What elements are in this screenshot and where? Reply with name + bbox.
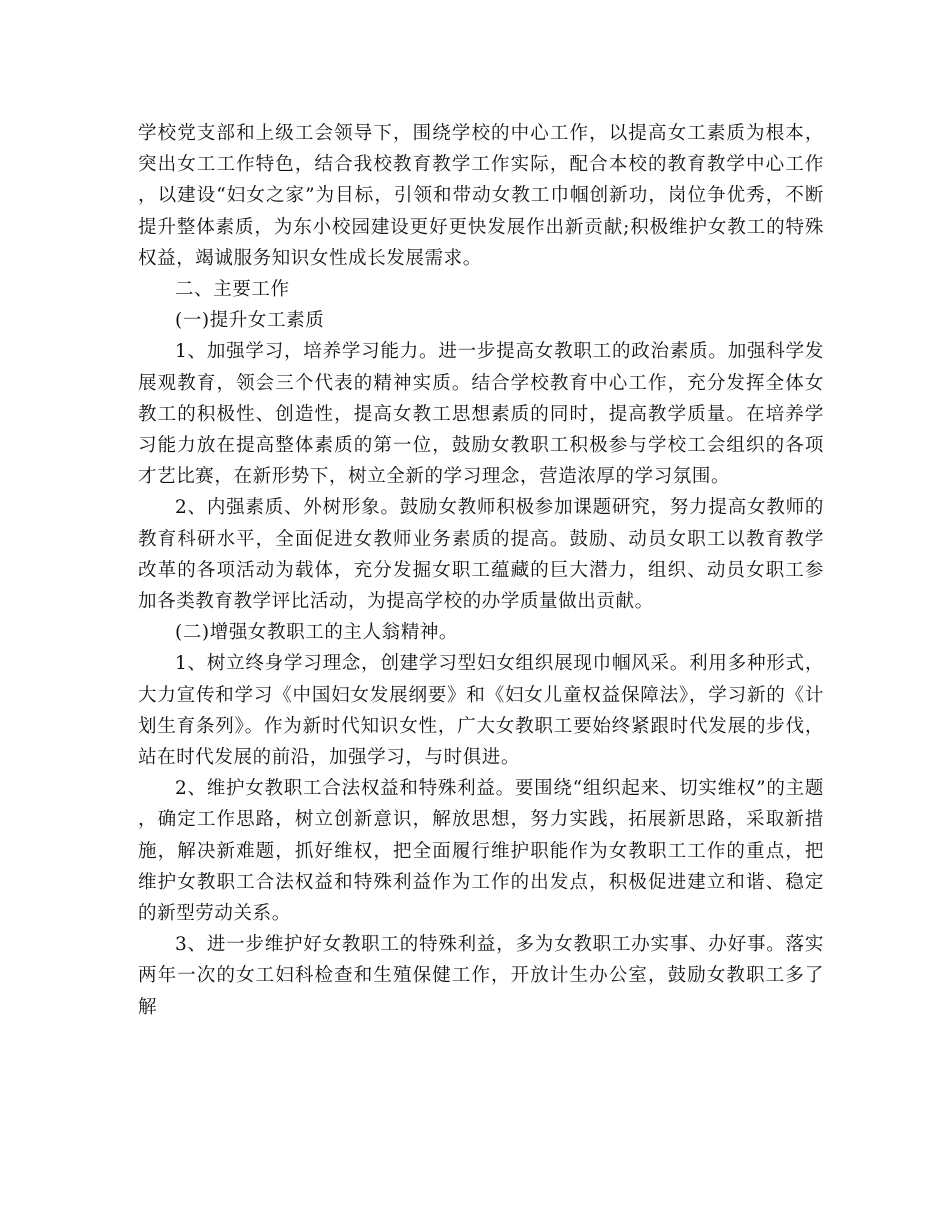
- subsection-heading-ownership-spirit: (二)增强女教职工的主人翁精神。: [175, 622, 459, 644]
- section-heading-main-work: 二、主要工作: [175, 279, 290, 301]
- paragraph-study-ability: 1、加强学习，培养学习能力。进一步提高女教职工的政治素质。加强科学发展观教育，领会三个代表的精神实质。结合学校教育中心工作，充分发挥全体女教工的积极性、创造性，提高女教工思想素质的同时，提高教学质量。在培养学习能力放在提高整体素质的第一位，鼓励女教职工积极参与学校工会组织的各项才艺比赛，在新形势下，树立全新的学习理念，营造浓厚的学习氛围。: [138, 341, 824, 488]
- subsection-heading-improve-quality: (一)提升女工素质: [175, 310, 325, 332]
- paragraph-intro-continued: 学校党支部和上级工会领导下，围绕学校的中心工作，以提高女工素质为根本，突出女工工作特色，结合我校教育教学工作实际，配合本校的教育教学中心工作，以建设“妇女之家”为目标，引领和带动女教工巾帼创新功，岗位争优秀，不断提升整体素质，为东小校园建设更好更快发展作出新贡献;积极维护女教工的特殊权益，竭诚服务知识女性成长发展需求。: [138, 123, 824, 269]
- paragraph-legal-rights: 2、维护女教职工合法权益和特殊利益。要围绕“组织起来、切实维权”的主题，确定工作思路，树立创新意识，解放思想，努力实践，拓展新思路，采取新措施，解决新难题，抓好维权，把全面履行维护职能作为女教职工工作的重点，把维护女教职工合法权益和特殊利益作为工作的出发点，积极促进建立和谐、稳定的新型劳动关系。: [138, 778, 824, 925]
- paragraph-lifelong-learning: 1、树立终身学习理念，创建学习型妇女组织展现巾帼风采。利用多种形式，大力宣传和学习《中国妇女发展纲要》和《妇女儿童权益保障法》，学习新的《计划生育条列》。作为新时代知识女性，广大女教职工要始终紧跟时代发展的步伐，站在时代发展的前沿，加强学习，与时俱进。: [138, 653, 824, 769]
- document-body: [138, 118, 824, 1023]
- paragraph-special-interests: 3、进一步维护好女教职工的特殊利益，多为女教职工办实事、办好事。落实两年一次的女工妇科检查和生殖保健工作，开放计生办公室，鼓励女教职工多了解: [138, 934, 824, 1018]
- paragraph-quality-image: 2、内强素质、外树形象。鼓励女教师积极参加课题研究，努力提高女教师的教育科研水平，全面促进女教师业务素质的提高。鼓励、动员女职工以教育教学改革的各项活动为载体，充分发掘女职工蕴藏的巨大潜力，组织、动员女职工参加各类教育教学评比活动，为提高学校的办学质量做出贡献。: [138, 497, 824, 613]
